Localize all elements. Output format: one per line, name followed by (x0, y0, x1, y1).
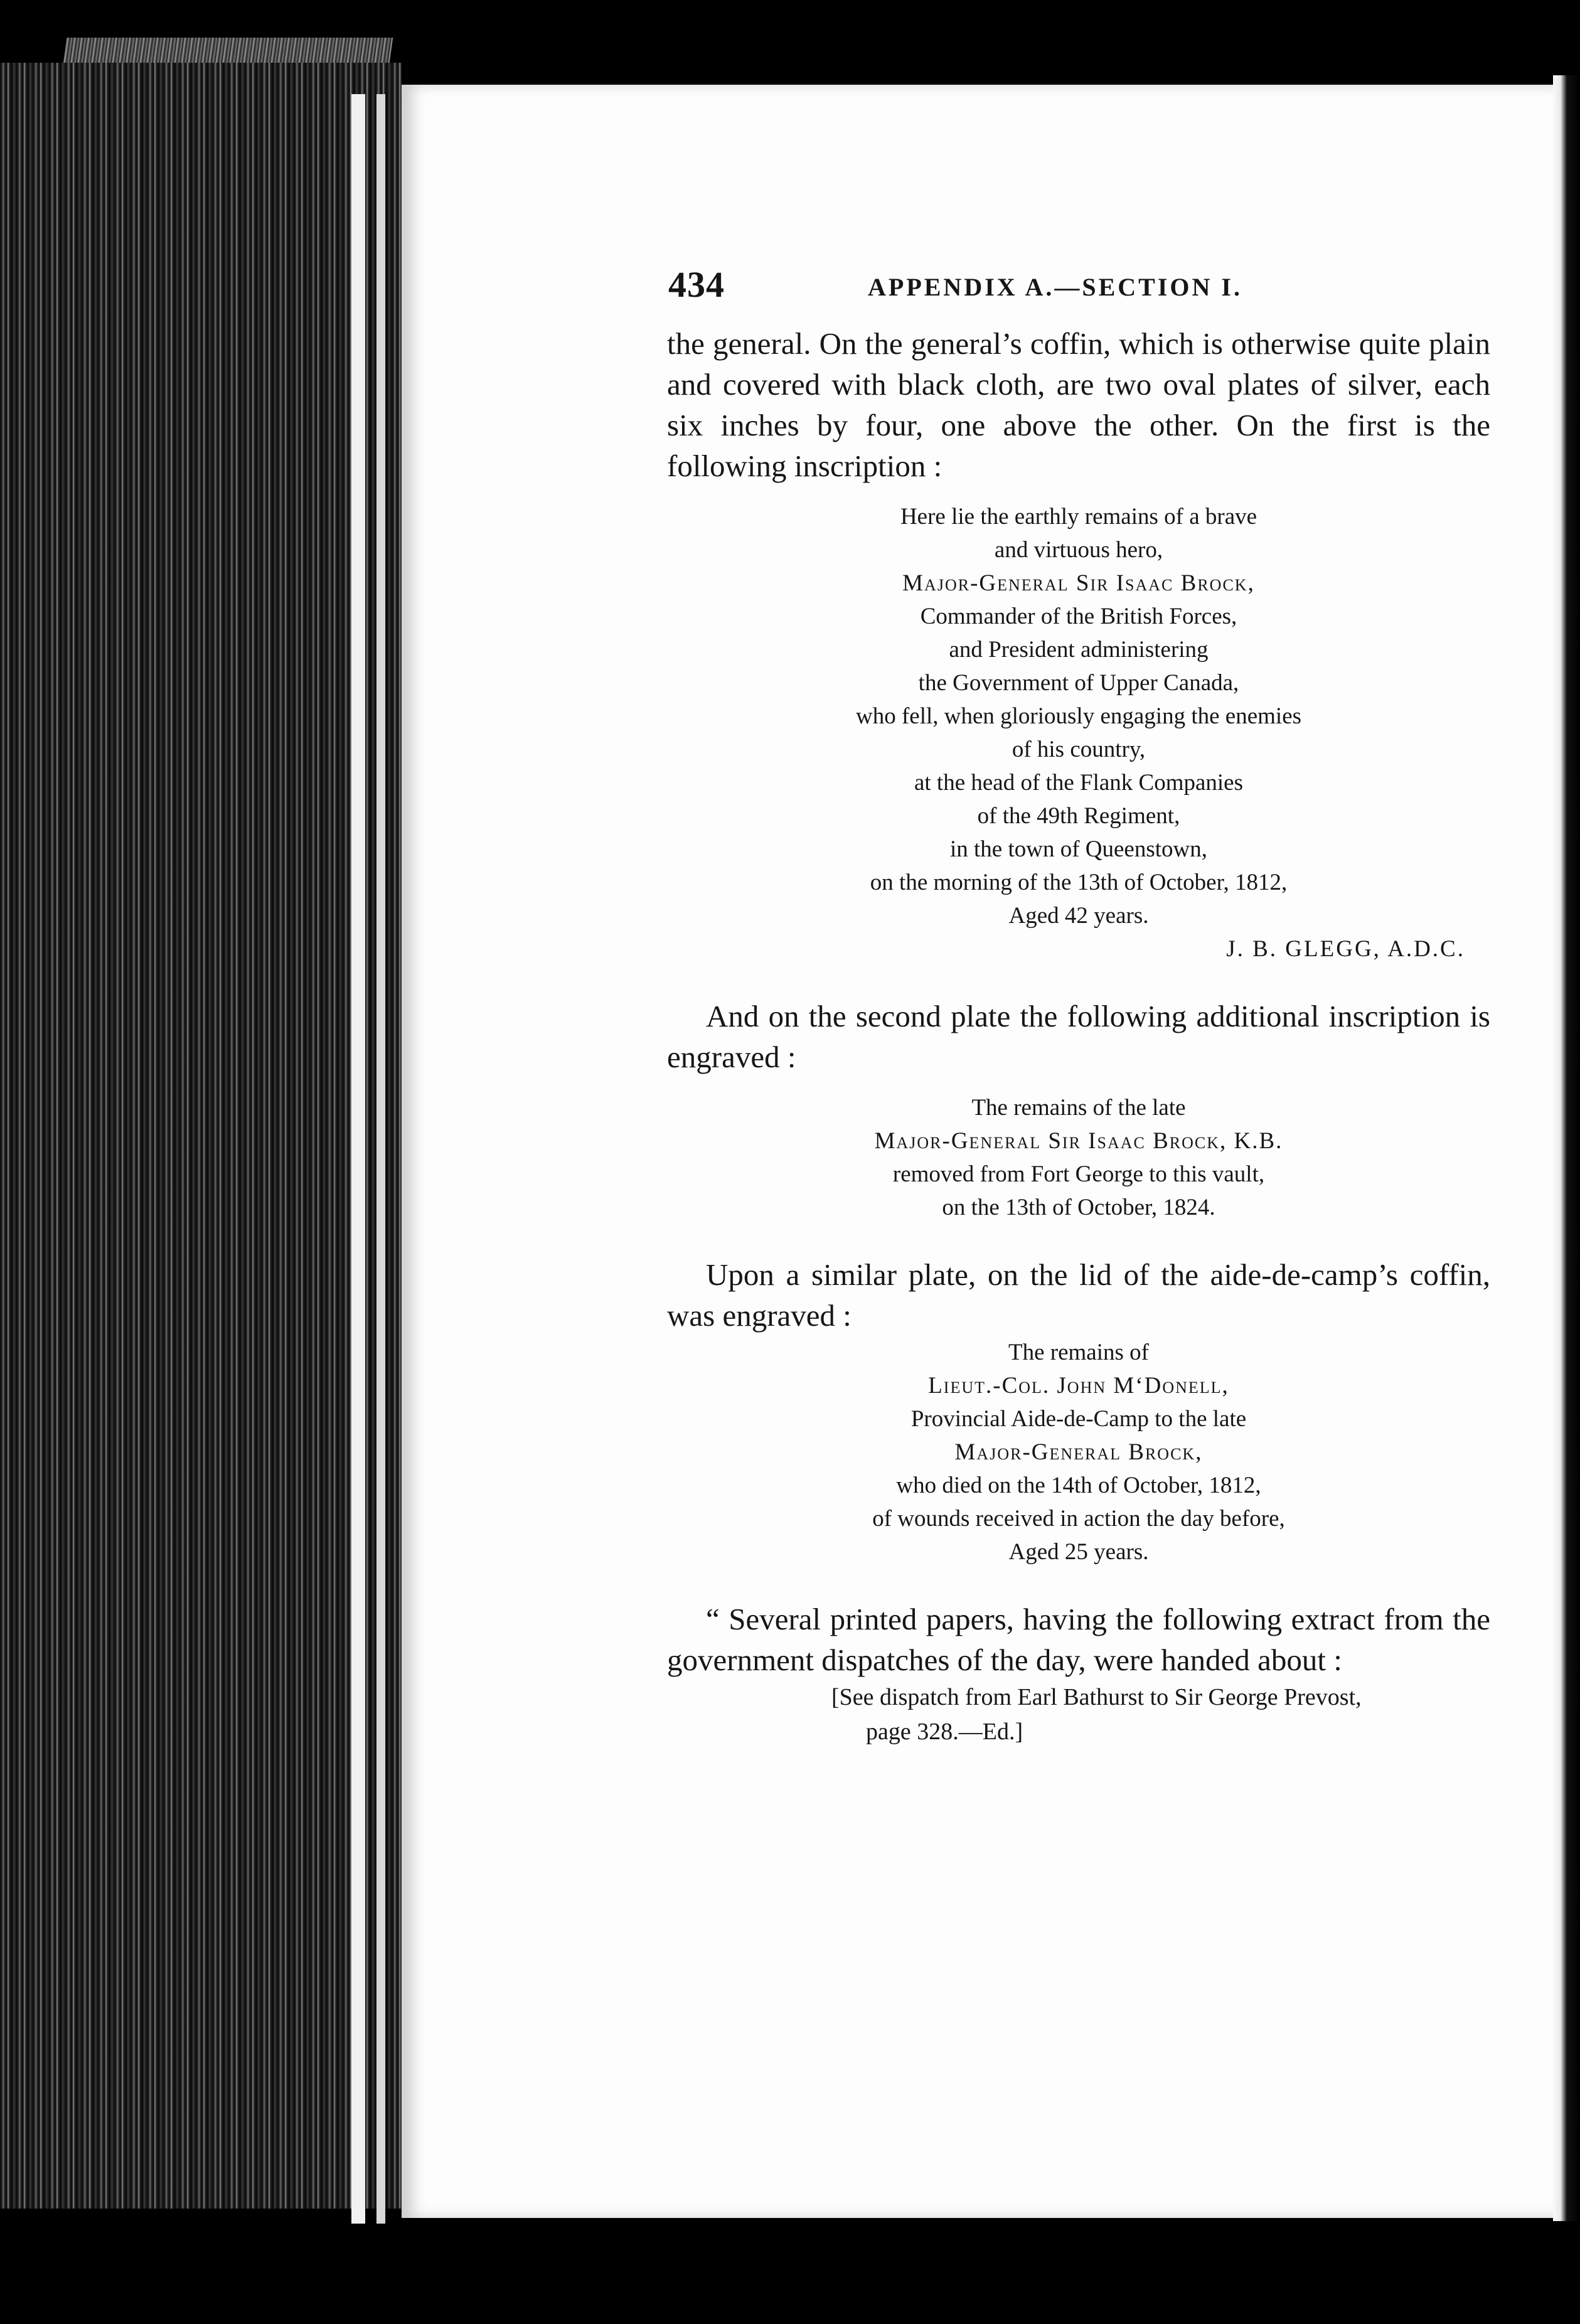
inscription-line: Aged 25 years. (1008, 1539, 1149, 1565)
inscription-line: and President administering (949, 637, 1209, 663)
inscription-line: The remains of the late (971, 1095, 1186, 1121)
inscription-line: on the 13th of October, 1824. (942, 1195, 1215, 1220)
page-header (667, 264, 1490, 323)
paper-strip (376, 94, 385, 2224)
inscription-line: The remains of (1008, 1340, 1149, 1365)
inscription-line: Major-General Sir Isaac Brock, (902, 570, 1255, 596)
inscription-line: Major-General Sir Isaac Brock, K.B. (874, 1128, 1283, 1154)
inscription-line: Major-General Brock, (954, 1439, 1203, 1465)
inscription-line: Lieut.-Col. John M‘Donell, (928, 1373, 1229, 1399)
inscription-line: of wounds received in action the day before, (872, 1506, 1285, 1532)
inscription-line: Aged 42 years. (1008, 903, 1149, 929)
inscription-line: removed from Fort George to this vault, (892, 1161, 1265, 1187)
paragraph-3: Upon a similar plate, on the lid of the aide-de-camp’s coffin, was engraved : (667, 1257, 1490, 1333)
page-number: 434 (668, 264, 725, 305)
inscription-line: Here lie the earthly remains of a brave (900, 504, 1257, 530)
page-content (667, 264, 1490, 1749)
editor-note-line: [See dispatch from Earl Bathurst to Sir George Prevost, (831, 1684, 1362, 1710)
inscription-aide-de-camp (667, 1336, 1490, 1569)
inscription-line: and virtuous hero, (994, 537, 1163, 563)
inscription-line: Commander of the British Forces, (920, 604, 1237, 629)
inscription-line: who died on the 14th of October, 1812, (896, 1473, 1261, 1498)
paper-strip (351, 94, 365, 2224)
editor-note-line: page 328.—Ed.] (866, 1719, 1023, 1745)
inscription-line: who fell, when gloriously engaging the enemies (855, 703, 1302, 729)
running-head: APPENDIX A.—SECTION I. (868, 273, 1242, 301)
inscription-second-plate (667, 1091, 1490, 1224)
paragraph-4: “ Several printed papers, having the following extract from the government dispatches of the day, were handed about : (667, 1602, 1490, 1677)
inscription-line: at the head of the Flank Companies (914, 770, 1244, 796)
editor-note (831, 1680, 1490, 1749)
book-page-edges (0, 63, 402, 2209)
signature: J. B. GLEGG, A.D.C. (1226, 936, 1465, 962)
inscription-line: on the morning of the 13th of October, 1812, (870, 870, 1288, 895)
inscription-line: of the 49th Regiment, (977, 803, 1180, 829)
inscription-first-plate (667, 500, 1490, 932)
inscription-line: in the town of Queenstown, (949, 836, 1208, 862)
inscription-line: of his country, (1012, 737, 1146, 762)
paragraph-1: the general. On the general’s coffin, which is otherwise quite plain and covered with black cloth, are two oval plates of silver, each six inches by four, one above the other. On the first is the following inscription : (667, 326, 1490, 483)
inscription-line: the Government of Upper Canada, (918, 670, 1239, 696)
page-right-edge (1553, 75, 1580, 2221)
paragraph-2: And on the second plate the following additional inscription is engraved : (667, 999, 1490, 1074)
inscription-line: Provincial Aide-de-Camp to the late (910, 1406, 1247, 1432)
